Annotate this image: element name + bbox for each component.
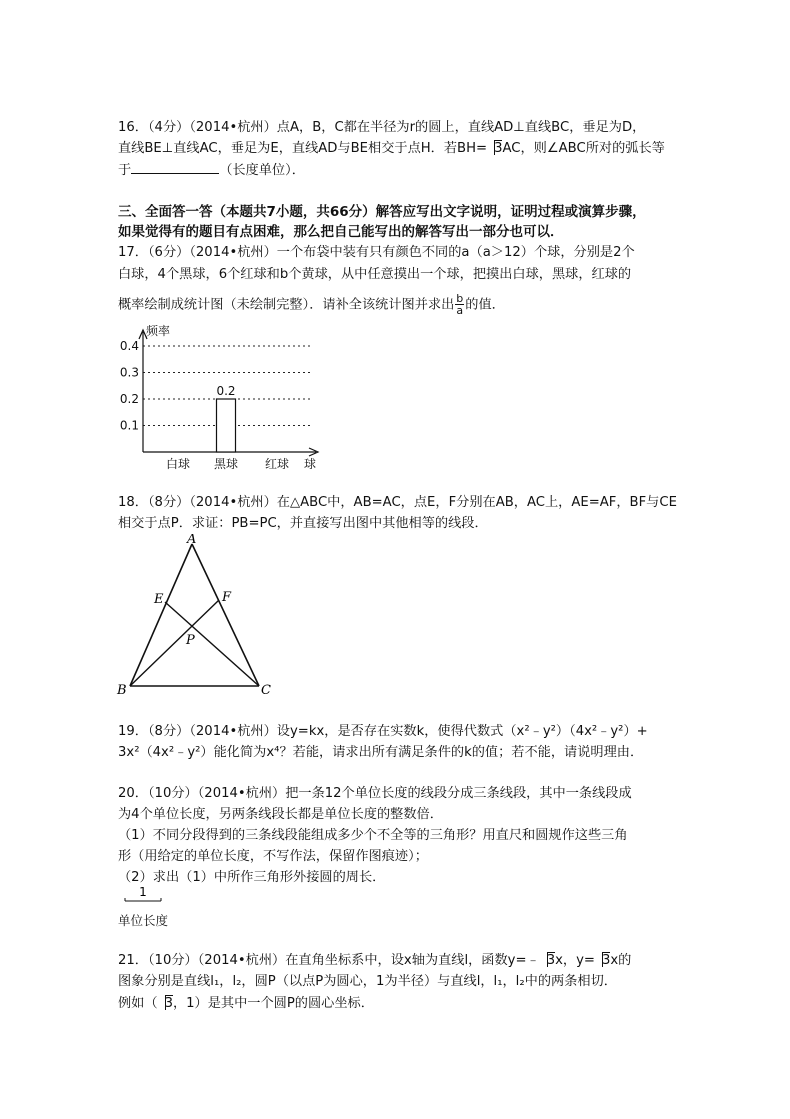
- sqrt-radicand: 3: [164, 996, 173, 1011]
- x-tick-label: 白球: [165, 457, 191, 471]
- label-C: C: [261, 683, 271, 698]
- q20-line2: 为4个单位长度，另两条线段长都是单位长度的整数倍．: [118, 807, 443, 822]
- label-A: A: [187, 534, 197, 547]
- x-axis-label: 球: [304, 457, 317, 471]
- label-P: P: [186, 633, 195, 648]
- q20-line4: 形（用给定的单位长度，不写作法，保留作图痕迹）；: [118, 849, 428, 864]
- q21-line3-text-b: ，1）是其中一个圆P的圆心坐标．: [172, 996, 374, 1011]
- q18-line1: 18．（8分）（2014•杭州）在△ABC中，AB=AC，点E，F分别在AB，AC上，AE=AF，BF与CE: [118, 495, 677, 510]
- sqrt-radicand: 3: [494, 141, 503, 156]
- unit-number: 1: [139, 885, 147, 899]
- label-F: F: [222, 590, 232, 605]
- q17-line3-text-a: 概率绘制成统计图（未绘制完整）．请补全该统计图并求出: [118, 297, 455, 313]
- q21-line1-text-c: x的: [610, 953, 632, 968]
- q20-line3: （1）不同分段得到的三条线段能组成多少个不全等的三角形？用直尺和圆规作这些三角: [118, 828, 628, 843]
- q21-line3-text-a: 例如（: [118, 996, 158, 1011]
- y-tick-label: 0.2: [119, 392, 139, 406]
- q21-line3: [118, 995, 374, 1013]
- unit-length-label: 单位长度: [118, 913, 169, 928]
- q16-line1: 16．（4分）（2014•杭州）点A，B，C都在半径为r的圆上，直线AD⊥直线BC，垂足为D，: [118, 120, 646, 135]
- q16-line2-text-b: AC，则∠ABC所对的弧长等: [502, 141, 665, 156]
- q18-line2: 相交于点P．求证：PB=PC，并直接写出图中其他相等的线段．: [118, 516, 488, 531]
- x-tick-label: 黑球: [213, 457, 239, 471]
- q21-line1-text-b: x，y=: [555, 953, 595, 968]
- q17-line3: [118, 293, 505, 316]
- sqrt-symbol: [158, 995, 173, 1013]
- q20-line5: （2）求出（1）中所作三角形外接圆的周长．: [118, 870, 386, 885]
- section3-heading-line2: 如果觉得有的题目有点困难，那么把自己能写出的解答写出一部分也可以．: [118, 224, 564, 240]
- sqrt-radicand: 3: [601, 953, 611, 968]
- segment-AC: [192, 544, 259, 686]
- q17-line1: 17．（6分）（2014•杭州）一个布袋中装有只有颜色不同的a（a＞12）个球，分别是2个: [118, 245, 635, 260]
- fraction-numerator: b: [456, 292, 464, 305]
- q17-line2: 白球，4个黑球，6个红球和b个黄球，从中任意摸出一个球，把摸出白球，黑球，红球的: [118, 267, 632, 282]
- label-B: B: [117, 683, 127, 698]
- segment-AB: [130, 544, 192, 686]
- sqrt-symbol: [595, 952, 610, 970]
- q20-line1: 20．（10分）（2014•杭州）把一条12个单位长度的线段分成三条线段，其中一条线段成: [118, 786, 632, 801]
- q16-line3: [118, 161, 305, 180]
- sqrt-radicand: 3: [546, 953, 556, 968]
- fraction-b-over-a: [455, 293, 464, 316]
- q21-line1: [118, 952, 631, 970]
- frequency-bar-chart: [112, 322, 332, 472]
- fraction-denominator: a: [456, 304, 464, 317]
- q16-line3-text-b: （长度单位）．: [219, 163, 305, 178]
- q21-line1-text-a: 21．（10分）（2014•杭州）在直角坐标系中，设x轴为直线l，函数y=﹣: [118, 953, 540, 968]
- x-tick-label: 红球: [264, 457, 290, 471]
- bar-data-label: 0.2: [216, 384, 236, 398]
- y-axis-label: 频率: [146, 324, 171, 338]
- segment-CE: [165, 602, 259, 686]
- q16-line2-text-a: 直线BE⊥直线AC，垂足为E，直线AD与BE相交于点H．若BH=: [118, 141, 488, 156]
- y-tick-label: 0.4: [119, 339, 139, 353]
- unit-length-segment: [118, 884, 178, 906]
- section3-heading-line1: 三、全面答一答（本题共7小题，共66分）解答应写出文字说明，证明过程或演算步骤，: [118, 204, 646, 220]
- q17-line3-text-b: 的值．: [465, 297, 505, 313]
- q19-line2: 3x²（4x²﹣y²）能化简为x⁴？若能，请求出所有满足条件的k的值；若不能，请说明理由．: [118, 745, 644, 760]
- sqrt-symbol: [487, 140, 502, 158]
- q16-line3-text-a: 于: [118, 163, 132, 178]
- y-tick-label: 0.3: [119, 365, 139, 380]
- answer-blank: [131, 161, 219, 174]
- q16-line2: [118, 140, 665, 158]
- triangle-diagram: [112, 534, 282, 700]
- bar: [217, 399, 236, 452]
- segment-BF: [130, 600, 219, 686]
- sqrt-symbol: [540, 952, 555, 970]
- q21-line2: 图象分别是直线l₁，l₂，圆P（以点P为圆心，1为半径）与直线l，l₁，l₂中的两条相切．: [118, 974, 617, 989]
- label-E: E: [154, 592, 164, 607]
- y-tick-label: 0.1: [119, 418, 139, 433]
- q19-line1: 19．（8分）（2014•杭州）设y=kx，是否存在实数k，使得代数式（x²﹣y²）（4x²﹣y²）+: [118, 724, 648, 739]
